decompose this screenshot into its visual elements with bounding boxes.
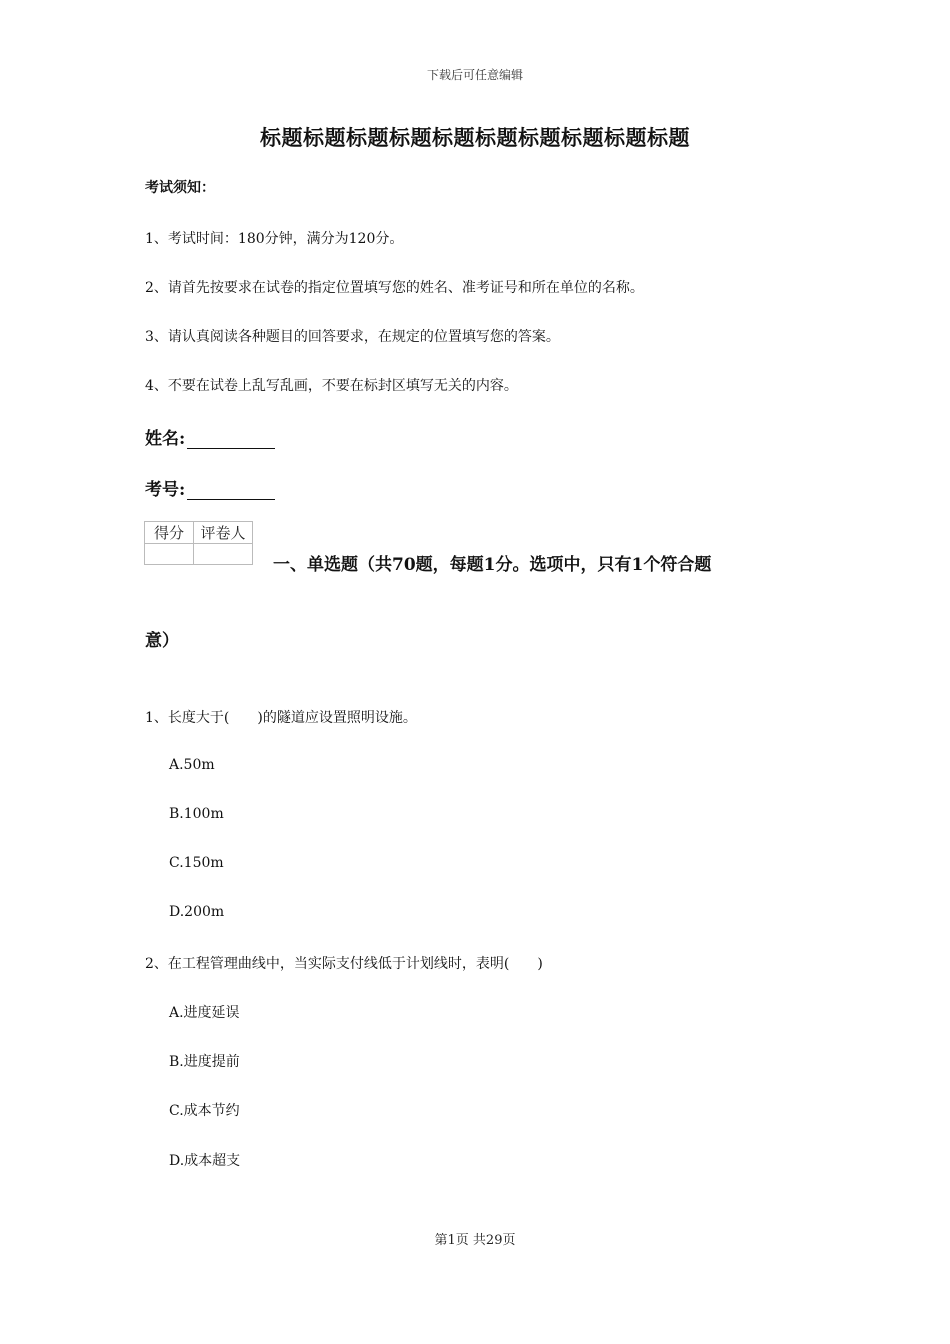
notice-rule-2: 2、请首先按要求在试卷的指定位置填写您的姓名、准考证号和所在单位的名称。 bbox=[145, 280, 644, 296]
section-title-continued: 意） bbox=[145, 631, 179, 651]
id-blank[interactable] bbox=[187, 481, 275, 500]
score-table bbox=[144, 521, 253, 565]
id-label: 考号: bbox=[145, 480, 186, 500]
question-2: 2、在工程管理曲线中，当实际支付线低于计划线时，表明( ) bbox=[145, 956, 543, 972]
id-field bbox=[145, 475, 275, 500]
notice-rule-1: 1、考试时间：180分钟，满分为120分。 bbox=[145, 231, 404, 247]
document-title: 标题标题标题标题标题标题标题标题标题标题 bbox=[260, 125, 690, 150]
page-header: 下载后可任意编辑 bbox=[426, 68, 523, 82]
question-1-option-c: C.150m bbox=[169, 855, 224, 871]
notice-rule-3: 3、请认真阅读各种题目的回答要求，在规定的位置填写您的答案。 bbox=[145, 329, 560, 345]
name-label: 姓名: bbox=[145, 429, 186, 449]
question-2-option-a: A.进度延误 bbox=[169, 1005, 240, 1021]
page-footer: 第1页 共29页 bbox=[434, 1233, 516, 1248]
grader-cell[interactable] bbox=[194, 544, 253, 565]
score-header: 得分 bbox=[145, 522, 194, 544]
name-blank[interactable] bbox=[187, 430, 275, 449]
question-1-option-d: D.200m bbox=[169, 904, 225, 920]
notice-rule-4: 4、不要在试卷上乱写乱画，不要在标封区填写无关的内容。 bbox=[145, 378, 518, 394]
question-1-option-b: B.100m bbox=[169, 806, 224, 822]
grader-header: 评卷人 bbox=[194, 522, 253, 544]
score-cell[interactable] bbox=[145, 544, 194, 565]
question-1-option-a: A.50m bbox=[169, 757, 215, 773]
question-1: 1、长度大于( )的隧道应设置照明设施。 bbox=[145, 710, 417, 726]
name-field bbox=[145, 424, 275, 449]
question-2-option-c: C.成本节约 bbox=[169, 1103, 240, 1119]
question-2-option-b: B.进度提前 bbox=[169, 1054, 240, 1070]
question-2-option-d: D.成本超支 bbox=[169, 1153, 241, 1169]
notice-heading: 考试须知： bbox=[145, 180, 215, 196]
section-title: 一、单选题（共70题，每题1分。选项中，只有1个符合题 bbox=[273, 555, 712, 575]
